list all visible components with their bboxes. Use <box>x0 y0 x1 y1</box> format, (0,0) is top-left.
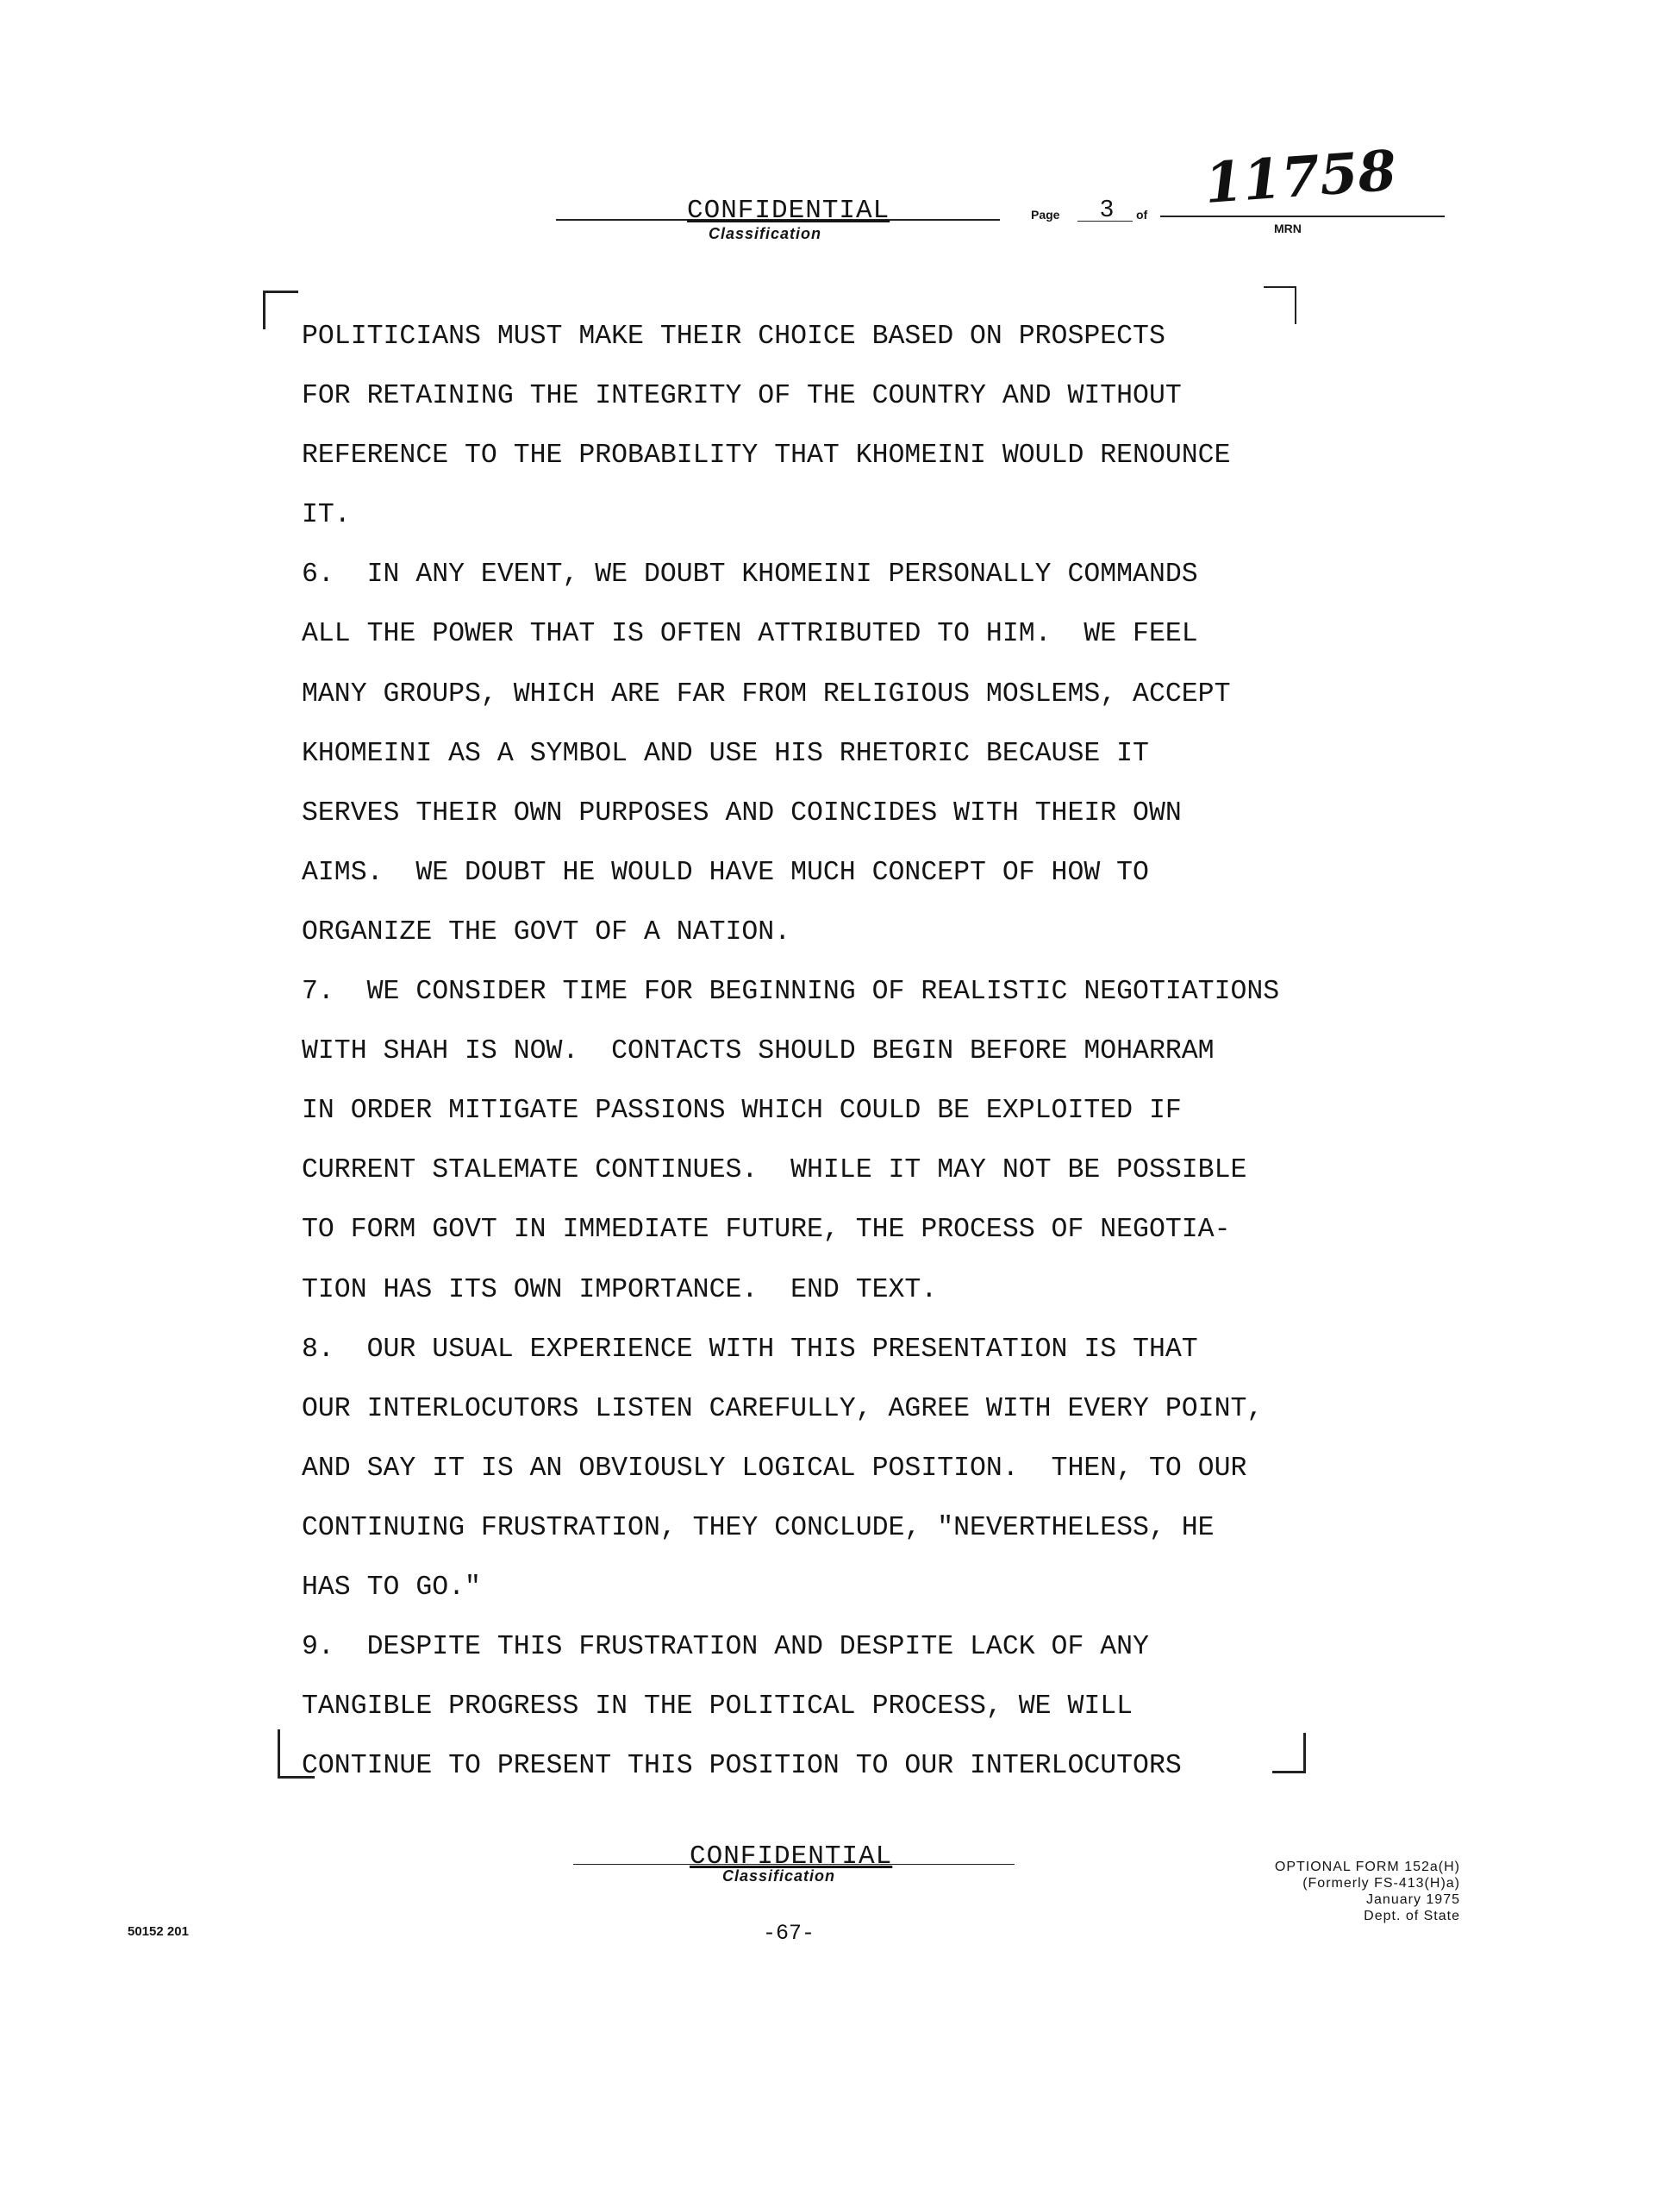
text-line: FOR RETAINING THE INTEGRITY OF THE COUNTRY AND WITHOUT <box>302 381 1182 412</box>
text-line: IN ORDER MITIGATE PASSIONS WHICH COULD BE EXPLOITED IF <box>302 1096 1182 1127</box>
mrn-handwritten: 11758 <box>1202 138 1399 216</box>
page-label: Page <box>1031 208 1060 222</box>
text-line: TION HAS ITS OWN IMPORTANCE. END TEXT. <box>302 1274 938 1305</box>
text-line: TANGIBLE PROGRESS IN THE POLITICAL PROCESS, WE WILL <box>302 1691 1134 1722</box>
text-line: POLITICIANS MUST MAKE THEIR CHOICE BASED ON PROSPECTS <box>302 322 1165 352</box>
text-line: CURRENT STALEMATE CONTINUES. WHILE IT MAY NOT BE POSSIBLE <box>302 1155 1247 1186</box>
of-label: of <box>1136 208 1148 222</box>
cable-body <box>302 307 1440 1796</box>
text-line: CONTINUING FRUSTRATION, THEY CONCLUDE, "NEVERTHELESS, HE <box>302 1512 1215 1543</box>
mrn-rule <box>1160 216 1445 217</box>
text-line: TO FORM GOVT IN IMMEDIATE FUTURE, THE PROCESS OF NEGOTIA- <box>302 1215 1231 1246</box>
text-line: REFERENCE TO THE PROBABILITY THAT KHOMEINI WOULD RENOUNCE <box>302 441 1231 472</box>
paragraph-7-start: 7. WE CONSIDER TIME FOR BEGINNING OF REALISTIC NEGOTIATIONS <box>302 977 1280 1008</box>
optional-form-info <box>1275 1859 1460 1924</box>
text-line: CONTINUE TO PRESENT THIS POSITION TO OUR INTERLOCUTORS <box>302 1751 1182 1782</box>
header-classification-caption: Classification <box>709 225 822 242</box>
text-line: AIMS. WE DOUBT HE WOULD HAVE MUCH CONCEPT OF HOW TO <box>302 857 1149 888</box>
form-info-line: OPTIONAL FORM 152a(H) <box>1274 1860 1460 1874</box>
mrn-label: MRN <box>1274 222 1302 235</box>
form-code: 50152 201 <box>128 1924 189 1939</box>
text-line: WITH SHAH IS NOW. CONTACTS SHOULD BEGIN BEFORE MOHARRAM <box>302 1036 1215 1067</box>
bracket-top-left <box>263 291 298 329</box>
text-line: OUR INTERLOCUTORS LISTEN CAREFULLY, AGREE WITH EVERY POINT, <box>302 1393 1264 1424</box>
text-line: IT. <box>302 500 351 531</box>
text-line: ALL THE POWER THAT IS OFTEN ATTRIBUTED TO HIM. WE FEEL <box>302 619 1198 650</box>
text-line: SERVES THEIR OWN PURPOSES AND COINCIDES WITH THEIR OWN <box>302 797 1182 828</box>
page-number: 3 <box>1100 195 1114 222</box>
text-line: AND SAY IT IS AN OBVIOUSLY LOGICAL POSITION. THEN, TO OUR <box>302 1453 1247 1484</box>
footer-classification: CONFIDENTIAL <box>690 1841 893 1872</box>
form-info-line: Dept. of State <box>1364 1909 1460 1923</box>
paragraph-9-start: 9. DESPITE THIS FRUSTRATION AND DESPITE LACK OF ANY <box>302 1632 1149 1663</box>
text-line: MANY GROUPS, WHICH ARE FAR FROM RELIGIOUS MOSLEMS, ACCEPT <box>302 678 1231 710</box>
header-classification: CONFIDENTIAL <box>687 196 890 226</box>
paragraph-8-start: 8. OUR USUAL EXPERIENCE WITH THIS PRESENTATION IS THAT <box>302 1334 1198 1365</box>
page-number-rule <box>1077 221 1133 222</box>
footer-classification-caption: Classification <box>722 1867 836 1885</box>
form-info-line: (Formerly FS-413(H)a) <box>1302 1876 1460 1891</box>
text-line: HAS TO GO." <box>302 1572 481 1603</box>
text-line: ORGANIZE THE GOVT OF A NATION. <box>302 916 791 947</box>
text-line: KHOMEINI AS A SYMBOL AND USE HIS RHETORIC BECAUSE IT <box>302 738 1149 769</box>
paragraph-6-start: 6. IN ANY EVENT, WE DOUBT KHOMEINI PERSONALLY COMMANDS <box>302 560 1198 591</box>
footer-page-number: -67- <box>763 1921 815 1946</box>
form-info-line: January 1975 <box>1366 1892 1460 1907</box>
